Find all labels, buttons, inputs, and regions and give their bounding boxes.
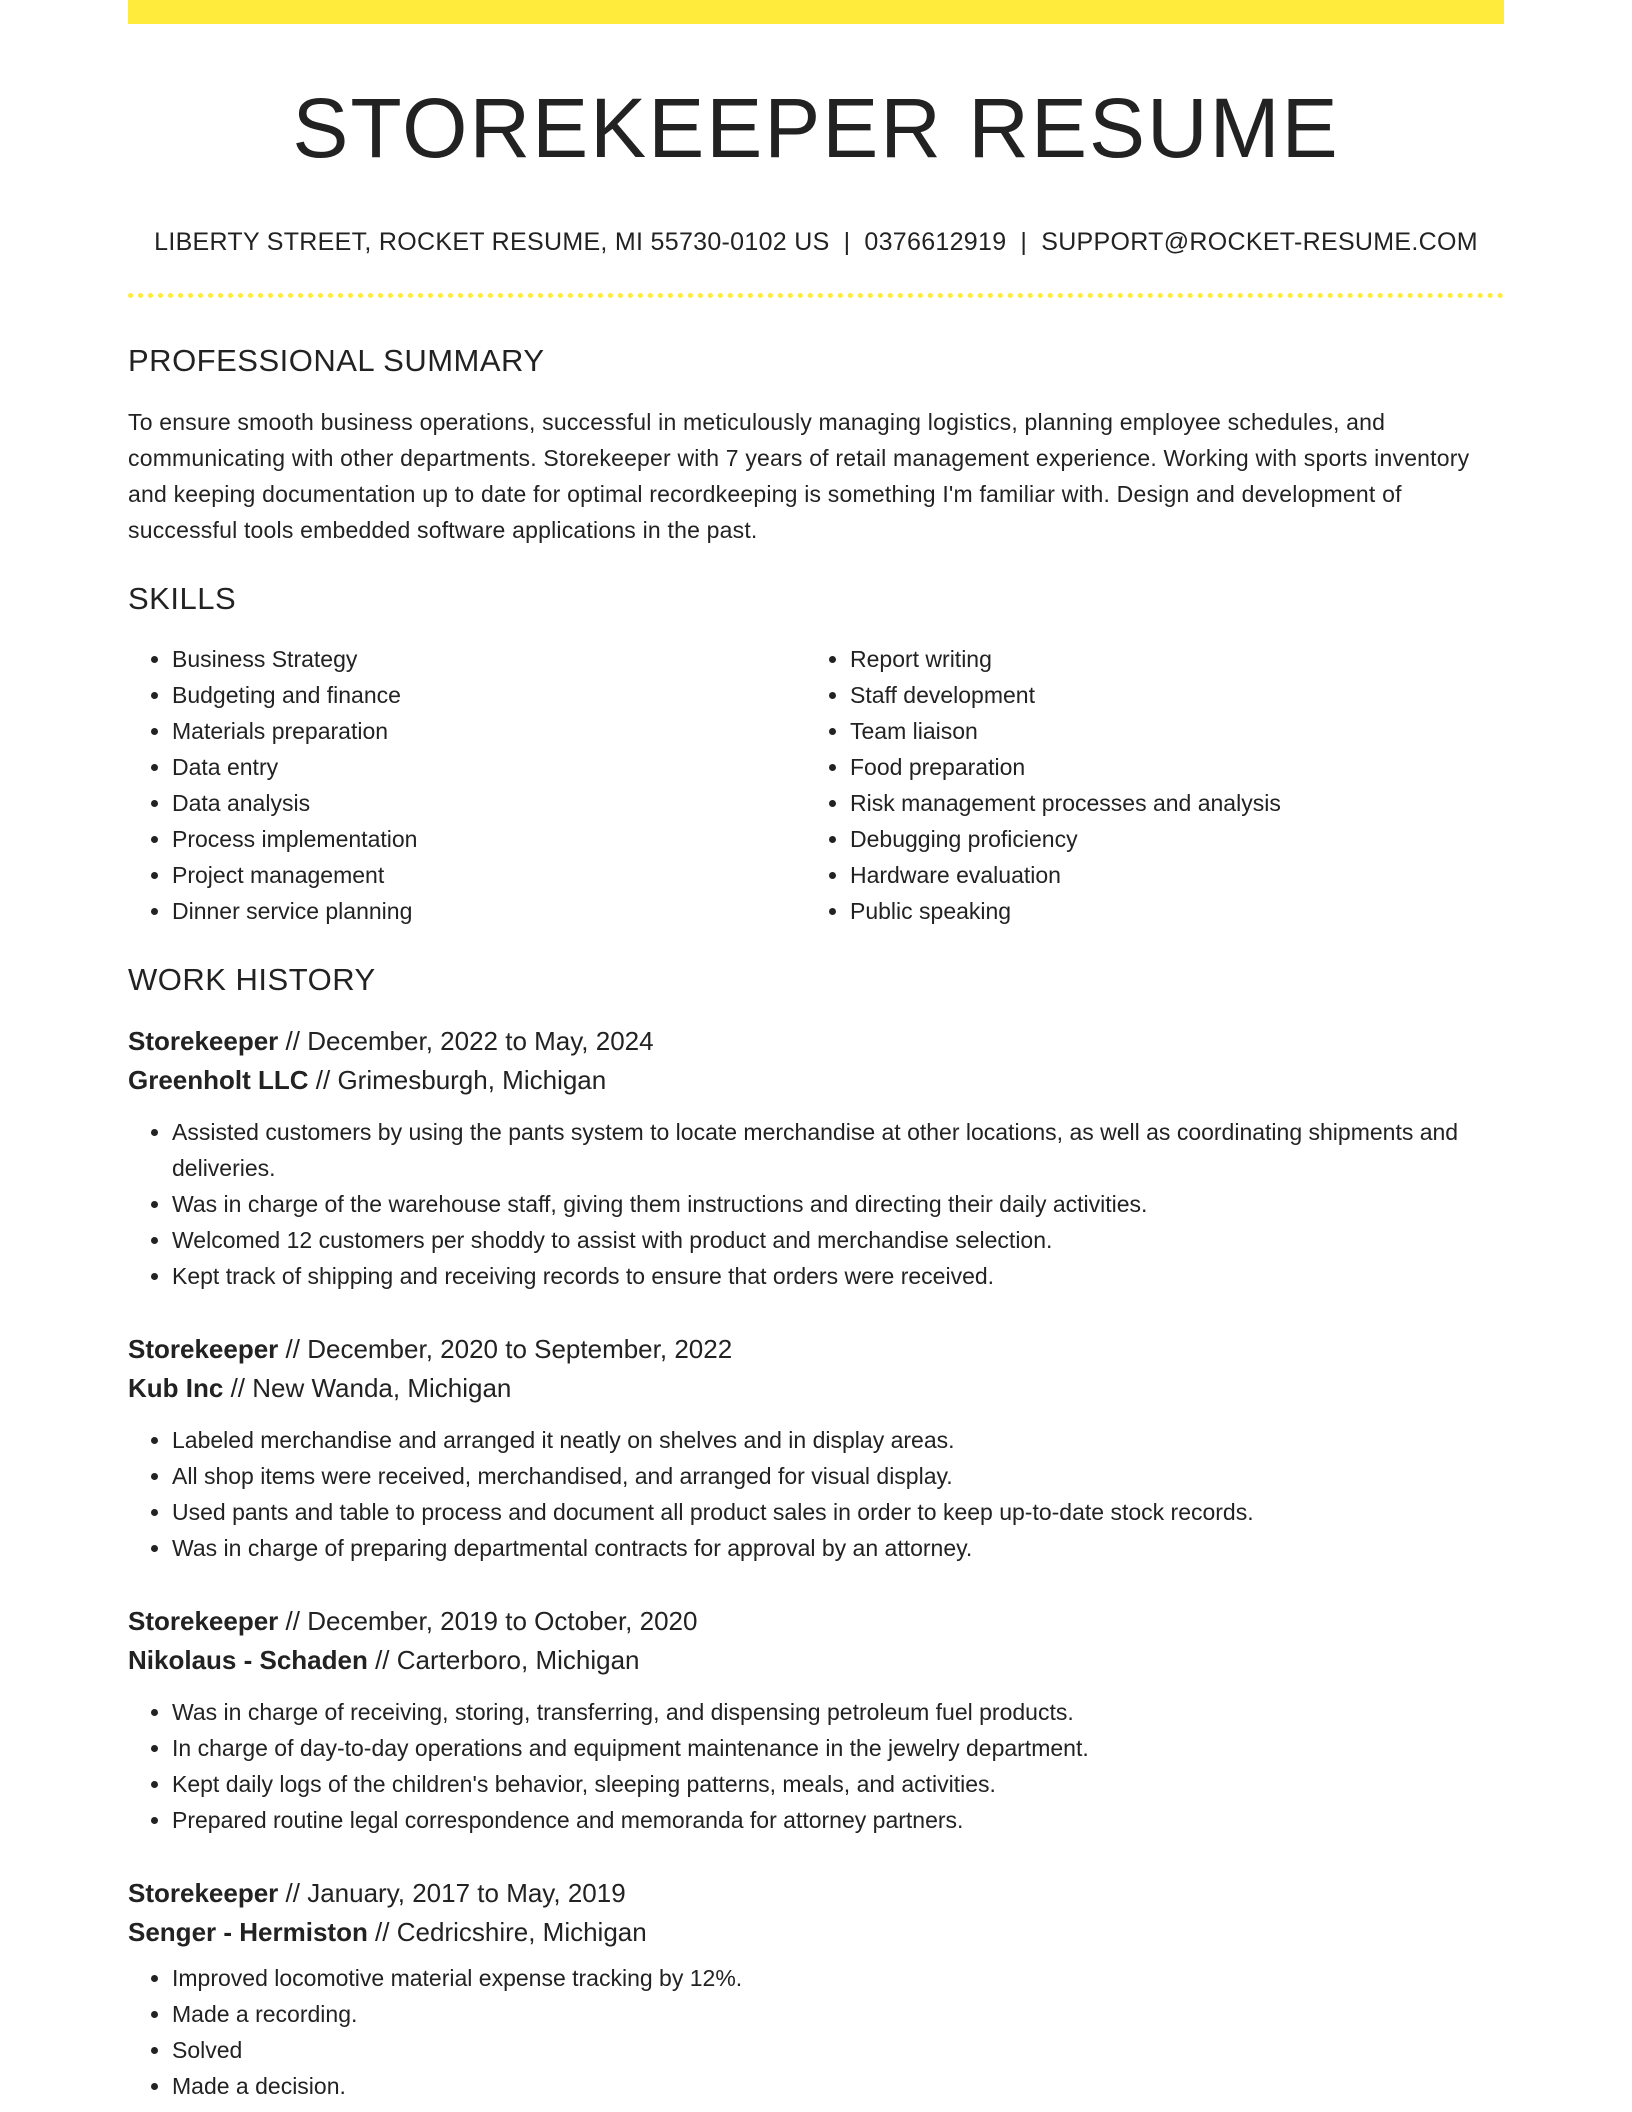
skill-item: • Food preparation [850,749,1484,785]
job-company: Nikolaus - Schaden [128,1644,368,1675]
skill-item: • Data entry [172,749,806,785]
top-accent-bar [128,0,1504,24]
skills-list-right [806,641,1484,929]
job-company: Kub Inc [128,1372,224,1403]
skill-item: • Data analysis [172,785,806,821]
contact-separator: | [843,228,851,257]
job-company-line [128,1061,1504,1100]
job-location: // New Wanda, Michigan [223,1372,512,1403]
job-entry [128,1330,1504,1566]
skill-item: • Hardware evaluation [850,857,1484,893]
job-entry [128,1874,1504,2104]
skill-item: • Business Strategy [172,641,806,677]
skill-item: • Public speaking [850,893,1484,929]
job-role: Storekeeper [128,1605,279,1636]
skill-item: • Project management [172,857,806,893]
skill-item: • Dinner service planning [172,893,806,929]
job-dates: // January, 2017 to May, 2019 [278,1877,626,1908]
contact-address: LIBERTY STREET, ROCKET RESUME, MI 55730-0102 US [154,228,830,257]
job-company-line [128,1641,1504,1680]
skill-item: • Materials preparation [172,713,806,749]
skills-columns [128,641,1504,929]
work-history-heading: WORK HISTORY [128,961,376,997]
skills-list-left [128,641,806,929]
job-bullet: • Prepared routine legal correspondence and memoranda for attorney partners. [172,1802,1504,1838]
job-bullet: • Welcomed 12 customers per shoddy to assist with product and merchandise selection. [172,1222,1504,1258]
job-location: // Cedricshire, Michigan [367,1916,647,1947]
contact-email: SUPPORT@ROCKET-RESUME.COM [1041,228,1478,257]
job-bullet: • Made a decision. [172,2068,1504,2104]
job-bullet: • Kept track of shipping and receiving records to ensure that orders were received. [172,1258,1504,1294]
skill-item: • Budgeting and finance [172,677,806,713]
job-bullets [128,1694,1504,1838]
job-role-line [128,1022,1504,1061]
job-bullet: • Solved [172,2032,1504,2068]
job-company-line [128,1913,1504,1952]
job-bullet: • Was in charge of the warehouse staff, giving them instructions and directing their daily activities. [172,1186,1504,1222]
job-bullet: • Labeled merchandise and arranged it neatly on shelves and in display areas. [172,1422,1504,1458]
skill-item: • Report writing [850,641,1484,677]
job-bullet: • Made a recording. [172,1996,1504,2032]
job-dates: // December, 2022 to May, 2024 [278,1025,654,1056]
summary-heading: PROFESSIONAL SUMMARY [128,343,545,379]
job-role-line [128,1602,1504,1641]
contact-phone: 0376612919 [864,228,1007,257]
contact-line [128,228,1504,257]
job-company: Greenholt LLC [128,1064,309,1095]
job-bullet: • Was in charge of receiving, storing, transferring, and dispensing petroleum fuel products. [172,1694,1504,1730]
job-bullet: • Improved locomotive material expense tracking by 12%. [172,1960,1504,1996]
job-bullet: • All shop items were received, merchandised, and arranged for visual display. [172,1458,1504,1494]
skill-item: • Process implementation [172,821,806,857]
job-bullets [128,1960,1504,2104]
skill-item: • Team liaison [850,713,1484,749]
job-dates: // December, 2020 to September, 2022 [278,1333,733,1364]
job-role: Storekeeper [128,1333,279,1364]
job-bullet: • Used pants and table to process and document all product sales in order to keep up-to-date stock records. [172,1494,1504,1530]
job-company: Senger - Hermiston [128,1916,368,1947]
job-location: // Carterboro, Michigan [367,1644,640,1675]
job-role-line [128,1874,1504,1913]
header-divider [128,293,1504,298]
resume-page [128,0,1504,2104]
job-entry [128,1022,1504,1294]
job-bullets [128,1114,1504,1294]
skills-heading: SKILLS [128,580,237,616]
job-dates: // December, 2019 to October, 2020 [278,1605,698,1636]
job-bullet: • Was in charge of preparing departmental contracts for approval by an attorney. [172,1530,1504,1566]
job-company-line [128,1369,1504,1408]
job-bullet: • Kept daily logs of the children's behavior, sleeping patterns, meals, and activities. [172,1766,1504,1802]
job-role: Storekeeper [128,1025,279,1056]
job-location: // Grimesburgh, Michigan [308,1064,607,1095]
skill-item: • Debugging proficiency [850,821,1484,857]
skill-item: • Staff development [850,677,1484,713]
summary-text: To ensure smooth business operations, successful in meticulously managing logistics, planning employee schedules, and communicating with other departments. Storekeeper with 7 years of retail management experience. Working with sports inventory and keeping documentation up to date for optimal recordkeeping is something I'm familiar with. Design and development of successful tools embedded software applications in the past. [128,408,1470,543]
job-bullet: • Assisted customers by using the pants system to locate merchandise at other locations, as well as coordinating shipments and deliveries. [172,1114,1504,1186]
job-bullet: • In charge of day-to-day operations and equipment maintenance in the jewelry department. [172,1730,1504,1766]
resume-title: STOREKEEPER RESUME [292,81,1340,175]
job-bullets [128,1422,1504,1566]
job-entry [128,1602,1504,1838]
job-role-line [128,1330,1504,1369]
job-role: Storekeeper [128,1877,279,1908]
contact-separator: | [1020,228,1028,257]
skill-item: • Risk management processes and analysis [850,785,1484,821]
